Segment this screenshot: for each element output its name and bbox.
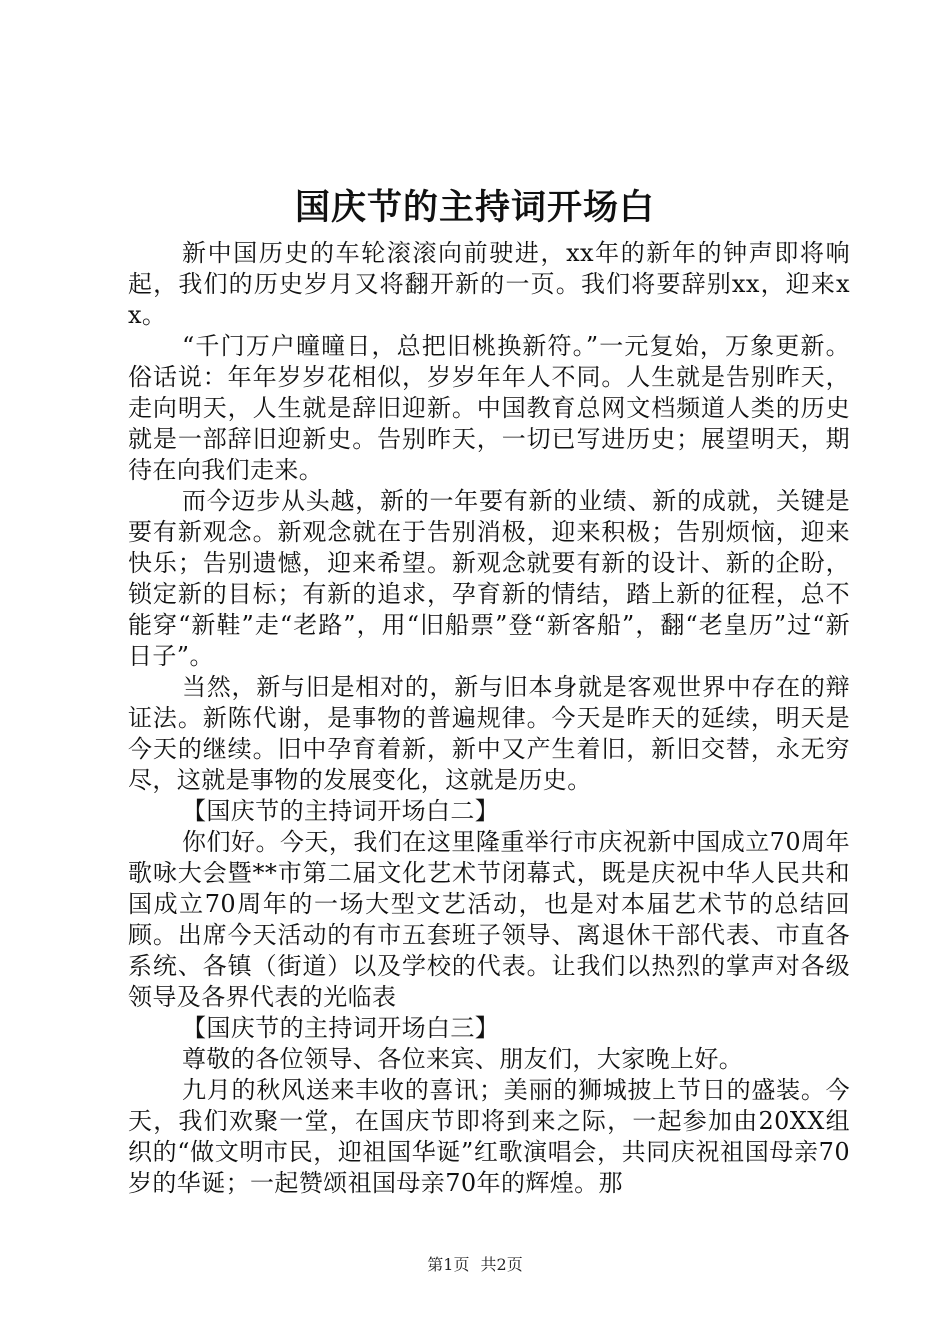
- section-heading: 【国庆节的主持词开场白二】: [182, 797, 500, 825]
- page-number-total: 共2页: [480, 1255, 523, 1274]
- paragraph: 而今迈步从头越，新的一年要有新的业绩、新的成就，关键是要有新观念。新观念就在于告别消极，迎来积极；告别烦恼，迎来快乐；告别遗憾，迎来希望。新观念就要有新的设计、新的企盼，锁定新的目标；有新的追求，孕育新的情结，踏上新的征程，总不能穿“新鞋”走“老路”，用“旧船票”登“新客船”，翻“老皇历”过“新日子”。: [128, 487, 850, 670]
- document-title: 国庆节的主持词开场白: [294, 187, 655, 228]
- page-footer: [0, 1254, 950, 1276]
- page-number-current: 第1页: [427, 1255, 470, 1274]
- section-heading: 【国庆节的主持词开场白三】: [182, 1014, 500, 1042]
- paragraph: 九月的秋风送来丰收的喜讯；美丽的狮城披上节日的盛装。今天，我们欢聚一堂，在国庆节即将到来之际，一起参加由20XX组织的“做文明市民，迎祖国华诞”红歌演唱会，共同庆祝祖国母亲70岁的华诞；一起赞颂祖国母亲70年的辉煌。那: [128, 1076, 850, 1197]
- document-body: [128, 238, 850, 1199]
- paragraph: 尊敬的各位领导、各位来宾、朋友们，大家晚上好。: [182, 1045, 744, 1073]
- paragraph: “千门万户曈曈日，总把旧桃换新符。”一元复始，万象更新。俗话说：年年岁岁花相似，岁岁年年人不同。人生就是告别昨天，走向明天，人生就是辞旧迎新。中国教育总网文档频道人类的历史就是一部辞旧迎新史。告别昨天，一切已写进历史；展望明天，期待在向我们走来。: [128, 332, 850, 484]
- paragraph: 新中国历史的车轮滚滚向前驶进，xx年的新年的钟声即将响起，我们的历史岁月又将翻开新的一页。我们将要辞别xx，迎来xx。: [128, 239, 850, 329]
- paragraph: 当然，新与旧是相对的，新与旧本身就是客观世界中存在的辩证法。新陈代谢，是事物的普遍规律。今天是昨天的延续，明天是今天的继续。旧中孕育着新，新中又产生着旧，新旧交替，永无穷尽，这就是事物的发展变化，这就是历史。: [128, 673, 850, 794]
- paragraph: 你们好。今天，我们在这里隆重举行市庆祝新中国成立70周年歌咏大会暨**市第二届文化艺术节闭幕式，既是庆祝中华人民共和国成立70周年的一场大型文艺活动，也是对本届艺术节的总结回顾。出席今天活动的有市五套班子领导、离退休干部代表、市直各系统、各镇（街道）以及学校的代表。让我们以热烈的掌声对各级领导及各界代表的光临表: [128, 828, 850, 1011]
